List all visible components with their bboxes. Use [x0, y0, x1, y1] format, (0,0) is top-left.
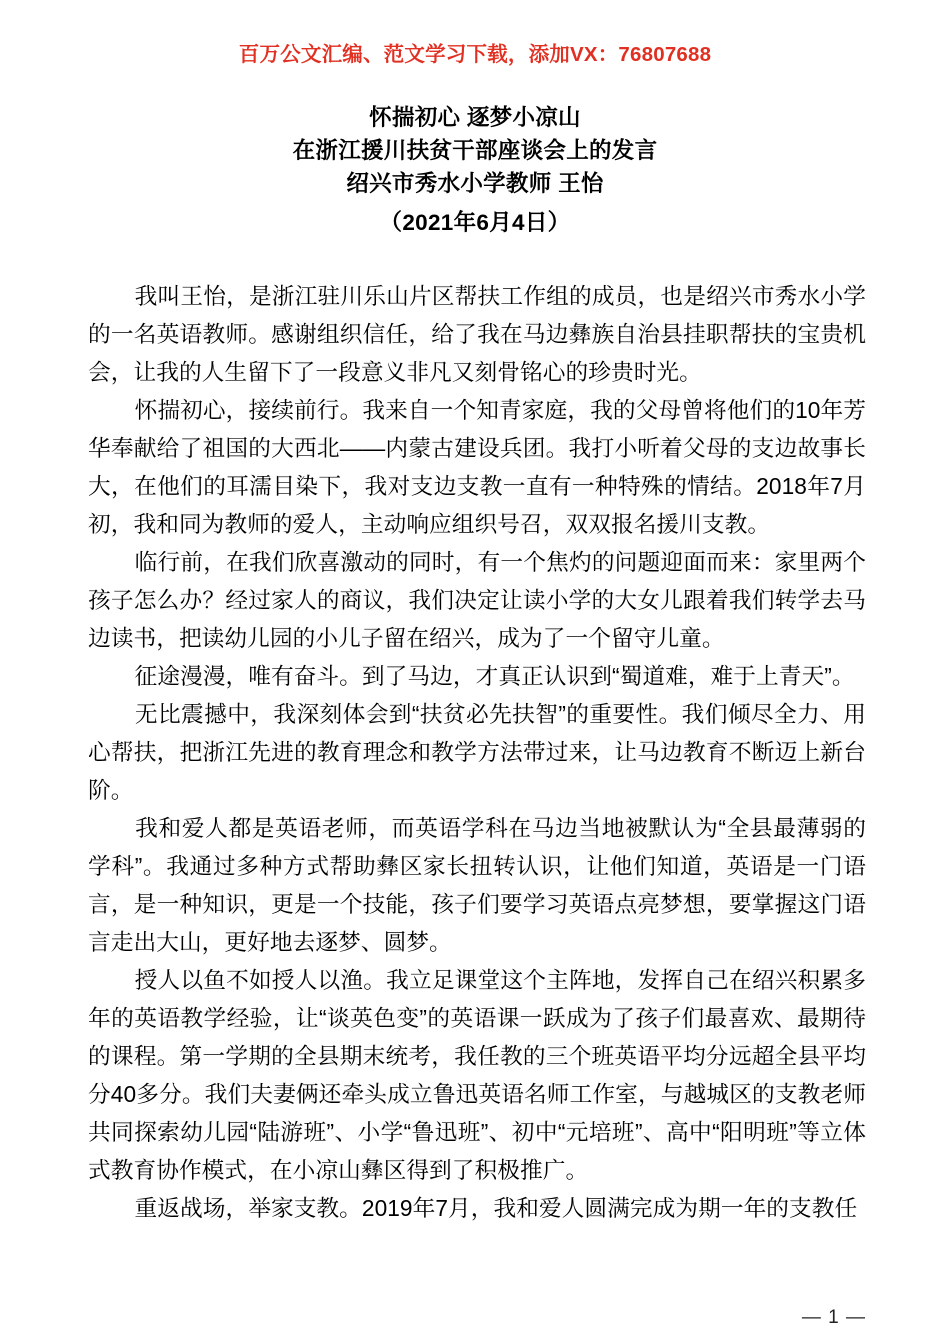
body-paragraph — [88, 391, 866, 543]
body-paragraph — [88, 657, 866, 695]
body-paragraph-continued — [88, 1189, 866, 1227]
body-paragraph — [88, 961, 866, 1189]
paragraph-text: 无比震撼中，我深刻体会到“扶贫必先扶智”的重要性。我们倾尽全力、用心帮扶，把浙江先进的教育理念和教学方法带过来，让马边教育不断迈上新台阶。 — [88, 701, 866, 803]
document-date: （2021年6月4日） — [379, 210, 571, 235]
document-author-line: 绍兴市秀水小学教师 王怡 — [346, 171, 604, 196]
body-paragraph — [88, 695, 866, 809]
paragraph-text: 怀揣初心，接续前行。我来自一个知青家庭，我的父母曾将他们的10年芳华奉献给了祖国的大西北——内蒙古建设兵团。我打小听着父母的支边故事长大，在他们的耳濡目染下，我对支边支教一直有一种特殊的情结。2018年7月初，我和同为教师的爱人，主动响应组织号召，双双报名援川支教。 — [88, 397, 866, 537]
paragraph-text: 重返战场，举家支教。2019年7月，我和爱人圆满完成为期一年的支教任 — [134, 1195, 858, 1221]
paragraph-text: 临行前，在我们欣喜激动的同时，有一个焦灼的问题迎面而来：家里两个孩子怎么办？经过家人的商议，我们决定让读小学的大女儿跟着我们转学去马边读书，把读幼儿园的小儿子留在绍兴，成为了一个留守儿童。 — [88, 549, 866, 651]
promo-watermark-text: 百万公文汇编、范文学习下载，添加VX：76807688 — [238, 43, 712, 66]
paragraph-text: 我叫王怡，是浙江驻川乐山片区帮扶工作组的成员，也是绍兴市秀水小学的一名英语教师。感谢组织信任，给了我在马边彝族自治县挂职帮扶的宝贵机会，让我的人生留下了一段意义非凡又刻骨铭心的珍贵时光。 — [88, 283, 866, 385]
page-footer — [0, 1306, 950, 1330]
document-main-title: 怀揣初心 逐梦小凉山 — [369, 105, 581, 130]
page-number: — 1 — — [801, 1307, 866, 1328]
body-paragraph — [88, 543, 866, 657]
body-paragraph — [88, 277, 866, 391]
paragraph-text: 授人以鱼不如授人以渔。我立足课堂这个主阵地，发挥自己在绍兴积累多年的英语教学经验，让“谈英色变”的英语课一跃成为了孩子们最喜欢、最期待的课程。第一学期的全县期末统考，我任教的三个班英语平均分远超全县平均分40多分。我们夫妻俩还牵头成立鲁迅英语名师工作室，与越城区的支教老师共同探索幼儿园“陆游班”、小学“鲁迅班”、初中“元培班”、高中“阳明班”等立体式教育协作模式，在小凉山彝区得到了积极推广。 — [88, 967, 866, 1183]
body-paragraph — [88, 809, 866, 961]
document-subtitle-occasion: 在浙江援川扶贫干部座谈会上的发言 — [292, 138, 658, 163]
document-title-block — [0, 101, 950, 239]
paragraph-text: 我和爱人都是英语老师，而英语学科在马边当地被默认为“全县最薄弱的学科”。我通过多种方式帮助彝区家长扭转认识，让他们知道，英语是一门语言，是一种知识，更是一个技能，孩子们要学习英语点亮梦想，要掌握这门语言走出大山，更好地去逐梦、圆梦。 — [88, 815, 866, 955]
document-body — [88, 277, 866, 1227]
paragraph-text: 征途漫漫，唯有奋斗。到了马边，才真正认识到“蜀道难，难于上青天”。 — [134, 663, 855, 689]
